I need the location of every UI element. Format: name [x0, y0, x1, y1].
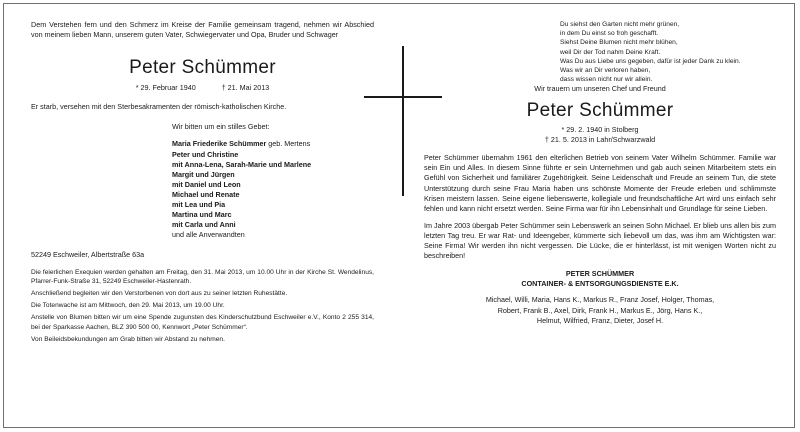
poem [560, 20, 780, 84]
family-member-name: Peter und Christine [172, 149, 239, 159]
staff-line: Helmut, Wilfried, Franz, Dieter, Josef H. [536, 315, 664, 325]
family-member [172, 220, 374, 230]
family-member-name: Margit und Jürgen [172, 169, 235, 179]
company-notice [424, 84, 776, 326]
family-member-name: Michael und Renate [172, 189, 240, 199]
poem-line: Siehst Deine Blumen nicht mehr blühen, [560, 39, 678, 47]
service-note: Die feierlichen Exequien werden gehalten am Freitag, den 31. Mai 2013, um 10.00 Uhr in der Kirche St. Wendelinus, Pfarrer-Funk-Straße 31, 52249 Eschweiler-Hastenrath. [31, 268, 374, 285]
family-member [172, 139, 374, 149]
family-member [172, 180, 374, 190]
intro-text: Dem Verstehen fern und den Schmerz im Kreise der Familie gemeinsam tragend, nehmen wir Abschied von meinem lieben Mann, unserem guten Vater, Schwiegervater und Opa, Bruder und Schwager [31, 20, 374, 40]
family-member [172, 160, 374, 170]
staff-line: Robert, Frank B., Axel, Dirk, Frank H., Markus E., Jörg, Hans K., [497, 305, 703, 315]
service-note: Von Beileidsbekundungen am Grab bitten wir Abstand zu nehmen. [31, 335, 225, 343]
poem-line: dass wissen nicht nur wir allein. [560, 76, 653, 84]
death-date: † 21. Mai 2013 [221, 83, 270, 93]
birth-date: * 29. Februar 1940 [135, 83, 196, 93]
company-subtitle: CONTAINER- & ENTSORGUNGSDIENSTE E.K. [521, 279, 679, 289]
poem-line: in dem Du einst so froh geschafft. [560, 30, 659, 38]
prayer-request: Wir bitten um ein stilles Gebet: [172, 122, 270, 132]
family-member-note: geb. Mertens [266, 139, 311, 149]
family-notice [31, 20, 374, 347]
family-member [172, 230, 374, 240]
family-member [172, 200, 374, 210]
family-member [172, 170, 374, 180]
sacraments-text: Er starb, versehen mit den Sterbesakramenten der römisch-katholischen Kirche. [31, 102, 287, 112]
service-notes [31, 268, 374, 344]
poem-line: weil Dir der Tod nahm Deine Kraft. [560, 48, 661, 56]
mourners-block [31, 122, 374, 240]
family-list [172, 139, 374, 240]
family-member-name: Maria Friederike Schümmer [172, 139, 267, 149]
family-member-name: mit Lea und Pia [172, 200, 226, 210]
poem-line: Was Du aus Liebe uns gegeben, dafür ist jeder Dank zu klein. [560, 57, 741, 65]
poem-line: Was wir an Dir verloren haben, [560, 67, 651, 75]
family-member-name: mit Anna-Lena, Sarah-Marie und Marlene [172, 159, 312, 169]
company-death: † 21. 5. 2013 in Lahr/Schwarzwald [544, 135, 656, 145]
company-deceased-name: Peter Schümmer [526, 100, 674, 122]
deceased-name: Peter Schümmer [129, 57, 276, 79]
service-note: Die Totenwache ist am Mittwoch, den 29. Mai 2013, um 19.00 Uhr. [31, 302, 225, 310]
company-name: PETER SCHÜMMER [565, 269, 635, 279]
family-address: 52249 Eschweiler, Albertstraße 63a [31, 250, 145, 260]
staff-line: Michael, Willi, Maria, Hans K., Markus R., Franz Josef, Holger, Thomas, [485, 295, 715, 305]
cross-icon [402, 46, 404, 196]
company-birth: * 29. 2. 1940 in Stolberg [561, 125, 639, 135]
family-member [172, 150, 374, 160]
family-member [172, 190, 374, 200]
family-member-name: Martina und Marc [172, 210, 232, 220]
mourn-text: Wir trauern um unseren Chef und Freund [534, 84, 666, 93]
service-note: Anschließend begleiten wir den Verstorbenen von dort aus zu seiner letzten Ruhestätte. [31, 289, 288, 297]
family-member [172, 210, 374, 220]
company-paragraph-2: Im Jahre 2003 übergab Peter Schümmer sein Lebenswerk an seinen Sohn Michael. Er blieb uns allen bis zum letzten Tag treu. Er war Rat- und Ideengeber, kümmerte sich liebevoll um das, was ihm am Wichtigsten war: Seine Firma! Wir werden ihn nicht vergessen. Die Lücke, die er hinterlässt, ist mit wenigen Worten nicht zu beschreiben! [424, 220, 776, 261]
service-note: Anstelle von Blumen bitten wir um eine Spende zugunsten des Kinderschutzbund Eschweiler e.V., Konto 2 255 314, bei der Sparkasse Aachen, BLZ 390 500 00, Kennwort „Peter Schümmer“. [31, 314, 374, 331]
company-paragraph-1: Peter Schümmer übernahm 1961 den elterlichen Betrieb von seinem Vater Wilhelm Schümmer. Familie war sein Ein und Alles. In diesem Sinne führte er sein Unternehmen und gab auch seinen Mitarbeitern stets ein Gefühl von Sicherheit und familiärer Zugehörigkeit. Seine Leidenschaft und Freude an seinem Tun, die stete Unterstützung durch seine Frau Maria haben uns schönste Momente der Freude erleben und schlimmste Krisen meistern lassen. Seine eigene liebenswerte, kollegiale und freundschaftliche Art wird uns einfach sehr fehlen und kann nicht ersetzt werden. Seine Firma war für ihn Lebensinhalt und Grundlage für seine Lieben. [424, 153, 776, 213]
family-member-name: mit Daniel und Leon [172, 179, 241, 189]
family-member-note: und alle Anverwandten [172, 230, 245, 240]
life-dates [31, 83, 374, 93]
poem-line: Du siehst den Garten nicht mehr grünen, [560, 21, 680, 28]
staff-list [424, 295, 776, 325]
family-member-name: mit Carla und Anni [172, 220, 236, 230]
